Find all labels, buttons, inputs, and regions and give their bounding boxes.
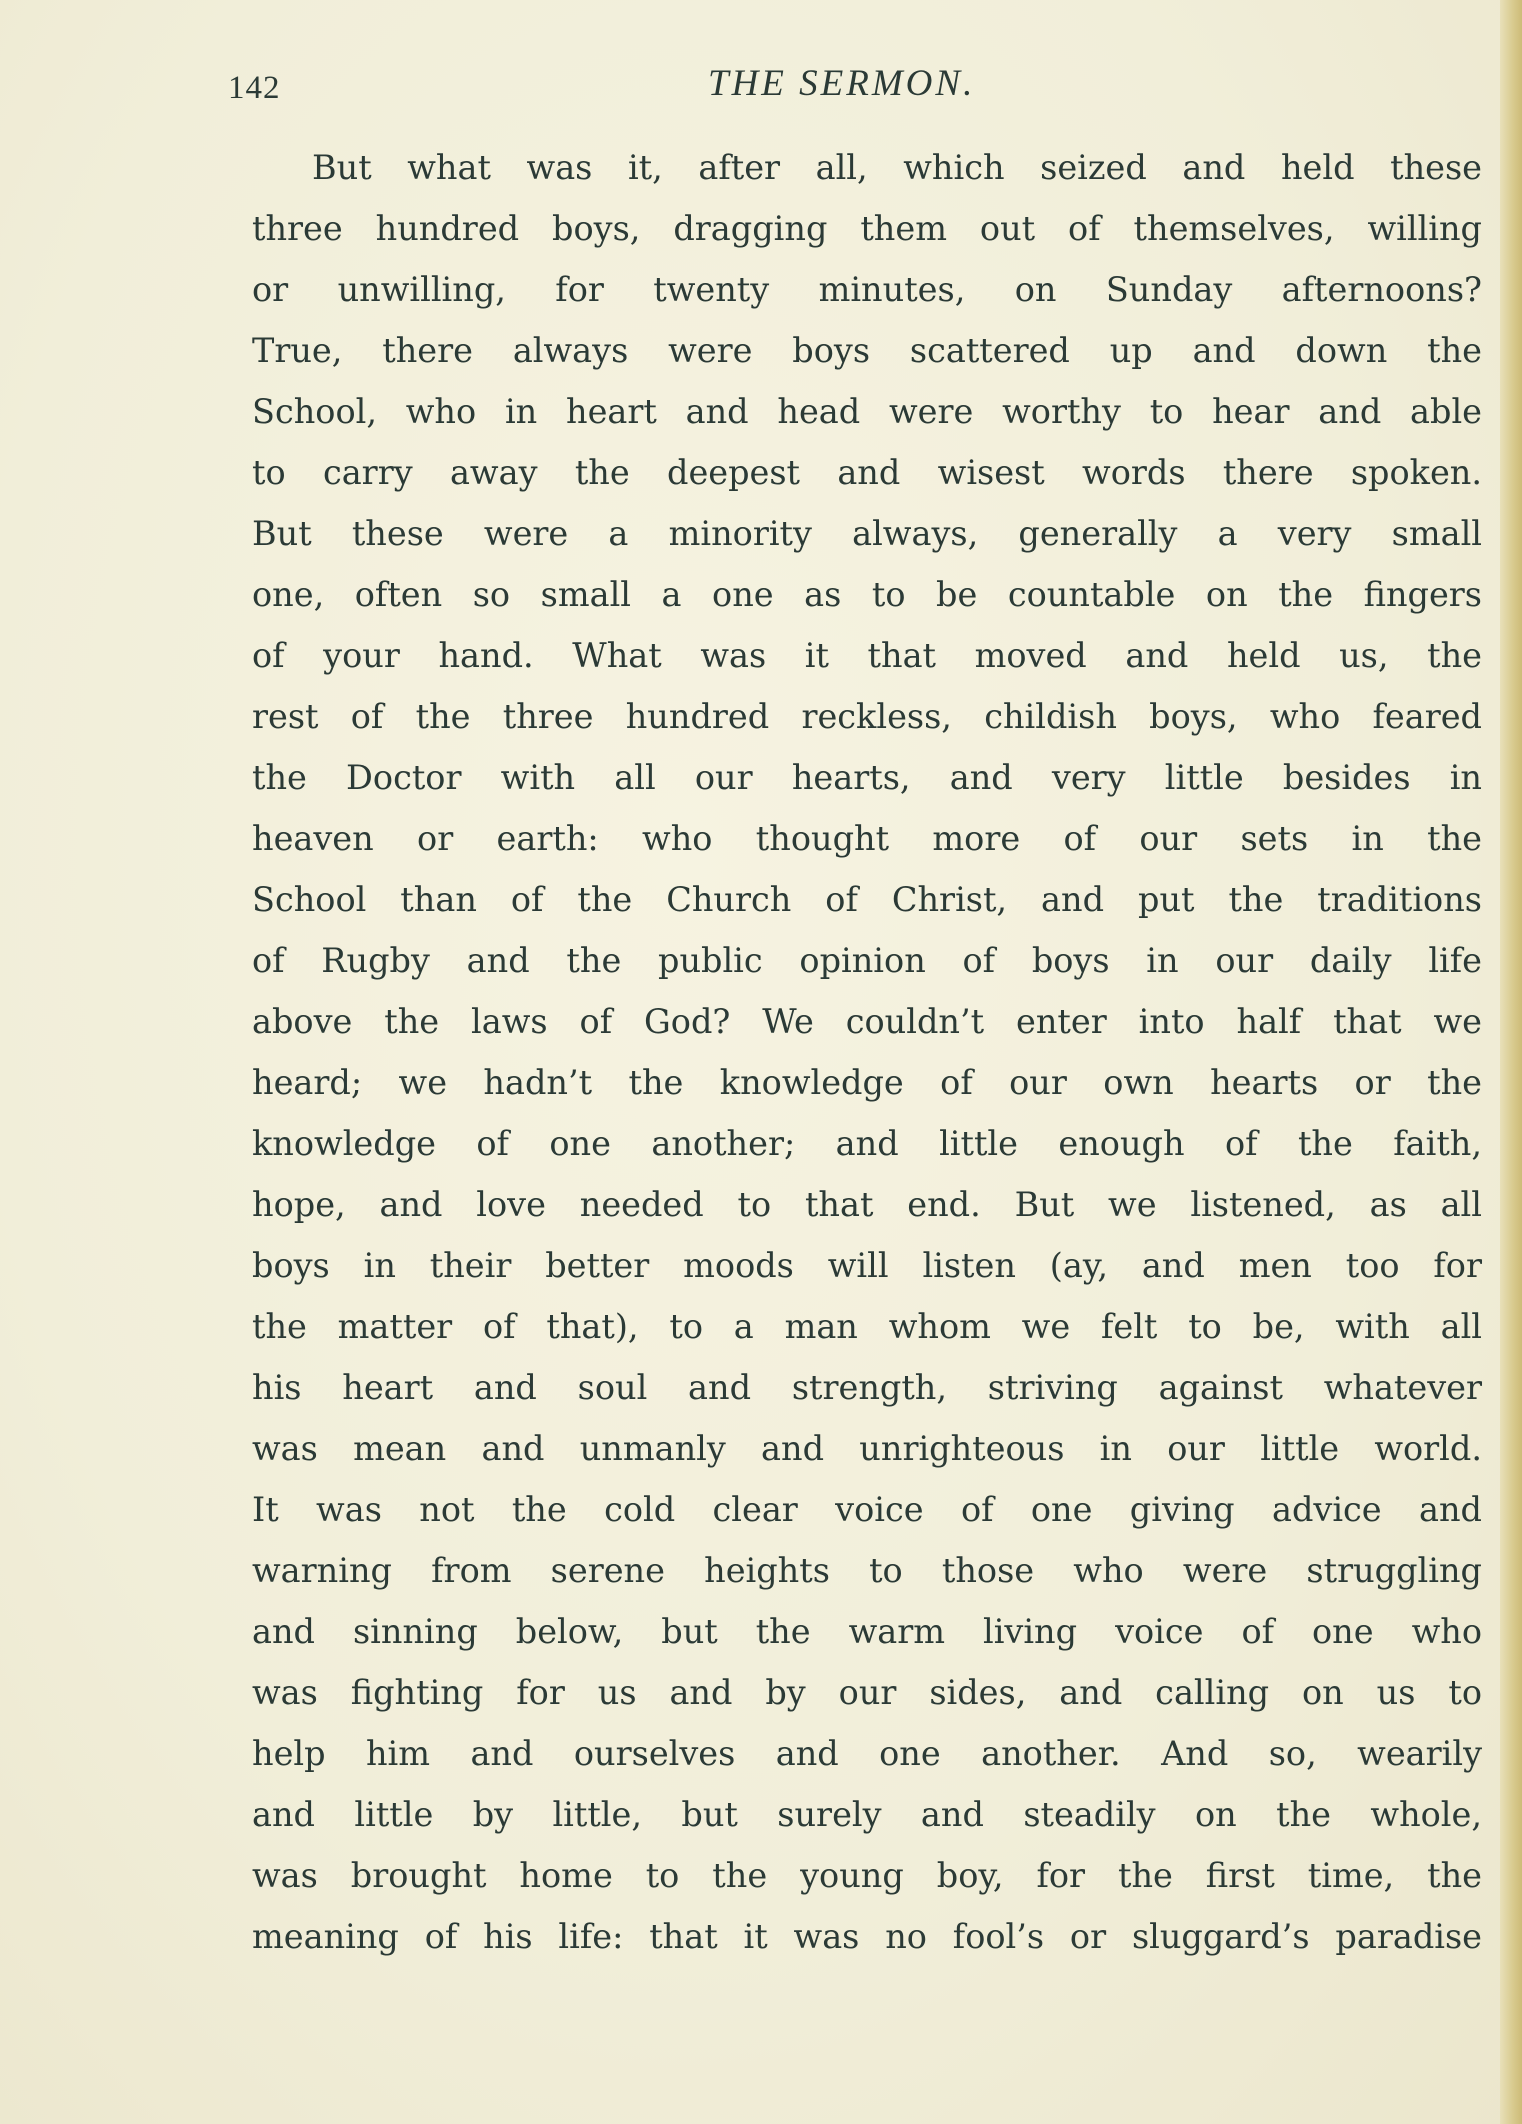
text-line: of Rugby and the public opinion of boys in our daily life — [252, 941, 1482, 980]
text-line: But these were a minority always, generally a very small — [252, 514, 1482, 553]
text-line: above the laws of God? We couldn’t enter into half that we — [252, 1002, 1482, 1041]
text-line: to carry away the deepest and wisest words there spoken. — [252, 453, 1482, 492]
text-line: True, there always were boys scattered up and down the — [252, 331, 1482, 370]
text-line: But what was it, after all, which seized and held these — [312, 148, 1482, 187]
text-line: was brought home to the young boy, for the first time, the — [252, 1856, 1482, 1895]
text-line: was mean and unmanly and unrighteous in our little world. — [252, 1429, 1482, 1468]
page-number: 142 — [228, 70, 281, 106]
text-line: and sinning below, but the warm living voice of one who — [252, 1612, 1482, 1651]
text-line: the matter of that), to a man whom we felt to be, with all — [252, 1307, 1482, 1346]
text-line: School, who in heart and head were worthy to hear and able — [252, 392, 1482, 431]
running-head: THE SERMON. — [708, 63, 976, 104]
text-line: School than of the Church of Christ, and put the traditions — [252, 880, 1482, 919]
page-edge — [1500, 0, 1522, 2124]
text-line: rest of the three hundred reckless, childish boys, who feared — [252, 697, 1482, 736]
text-line: of your hand. What was it that moved and held us, the — [252, 636, 1482, 675]
text-line: knowledge of one another; and little enough of the faith, — [252, 1124, 1482, 1163]
text-line: heaven or earth: who thought more of our sets in the — [252, 819, 1482, 858]
text-line: was fighting for us and by our sides, and calling on us to — [252, 1673, 1482, 1712]
text-line: boys in their better moods will listen (ay, and men too for — [252, 1246, 1482, 1285]
page-header — [228, 60, 1428, 110]
text-line: heard; we hadn’t the knowledge of our own hearts or the — [252, 1063, 1482, 1102]
text-line: It was not the cold clear voice of one giving advice and — [252, 1490, 1482, 1529]
text-line: his heart and soul and strength, striving against whatever — [252, 1368, 1482, 1407]
text-line: help him and ourselves and one another. And so, wearily — [252, 1734, 1482, 1773]
text-line: three hundred boys, dragging them out of themselves, willing — [252, 209, 1482, 248]
body-text — [252, 137, 1482, 1967]
text-line: meaning of his life: that it was no fool’s or sluggard’s paradise — [252, 1917, 1482, 1956]
text-line: and little by little, but surely and steadily on the whole, — [252, 1795, 1482, 1834]
text-line: the Doctor with all our hearts, and very little besides in — [252, 758, 1482, 797]
text-line: one, often so small a one as to be countable on the fingers — [252, 575, 1482, 614]
text-line: hope, and love needed to that end. But we listened, as all — [252, 1185, 1482, 1224]
text-line: or unwilling, for twenty minutes, on Sunday afternoons? — [252, 270, 1482, 309]
text-line: warning from serene heights to those who were struggling — [252, 1551, 1482, 1590]
